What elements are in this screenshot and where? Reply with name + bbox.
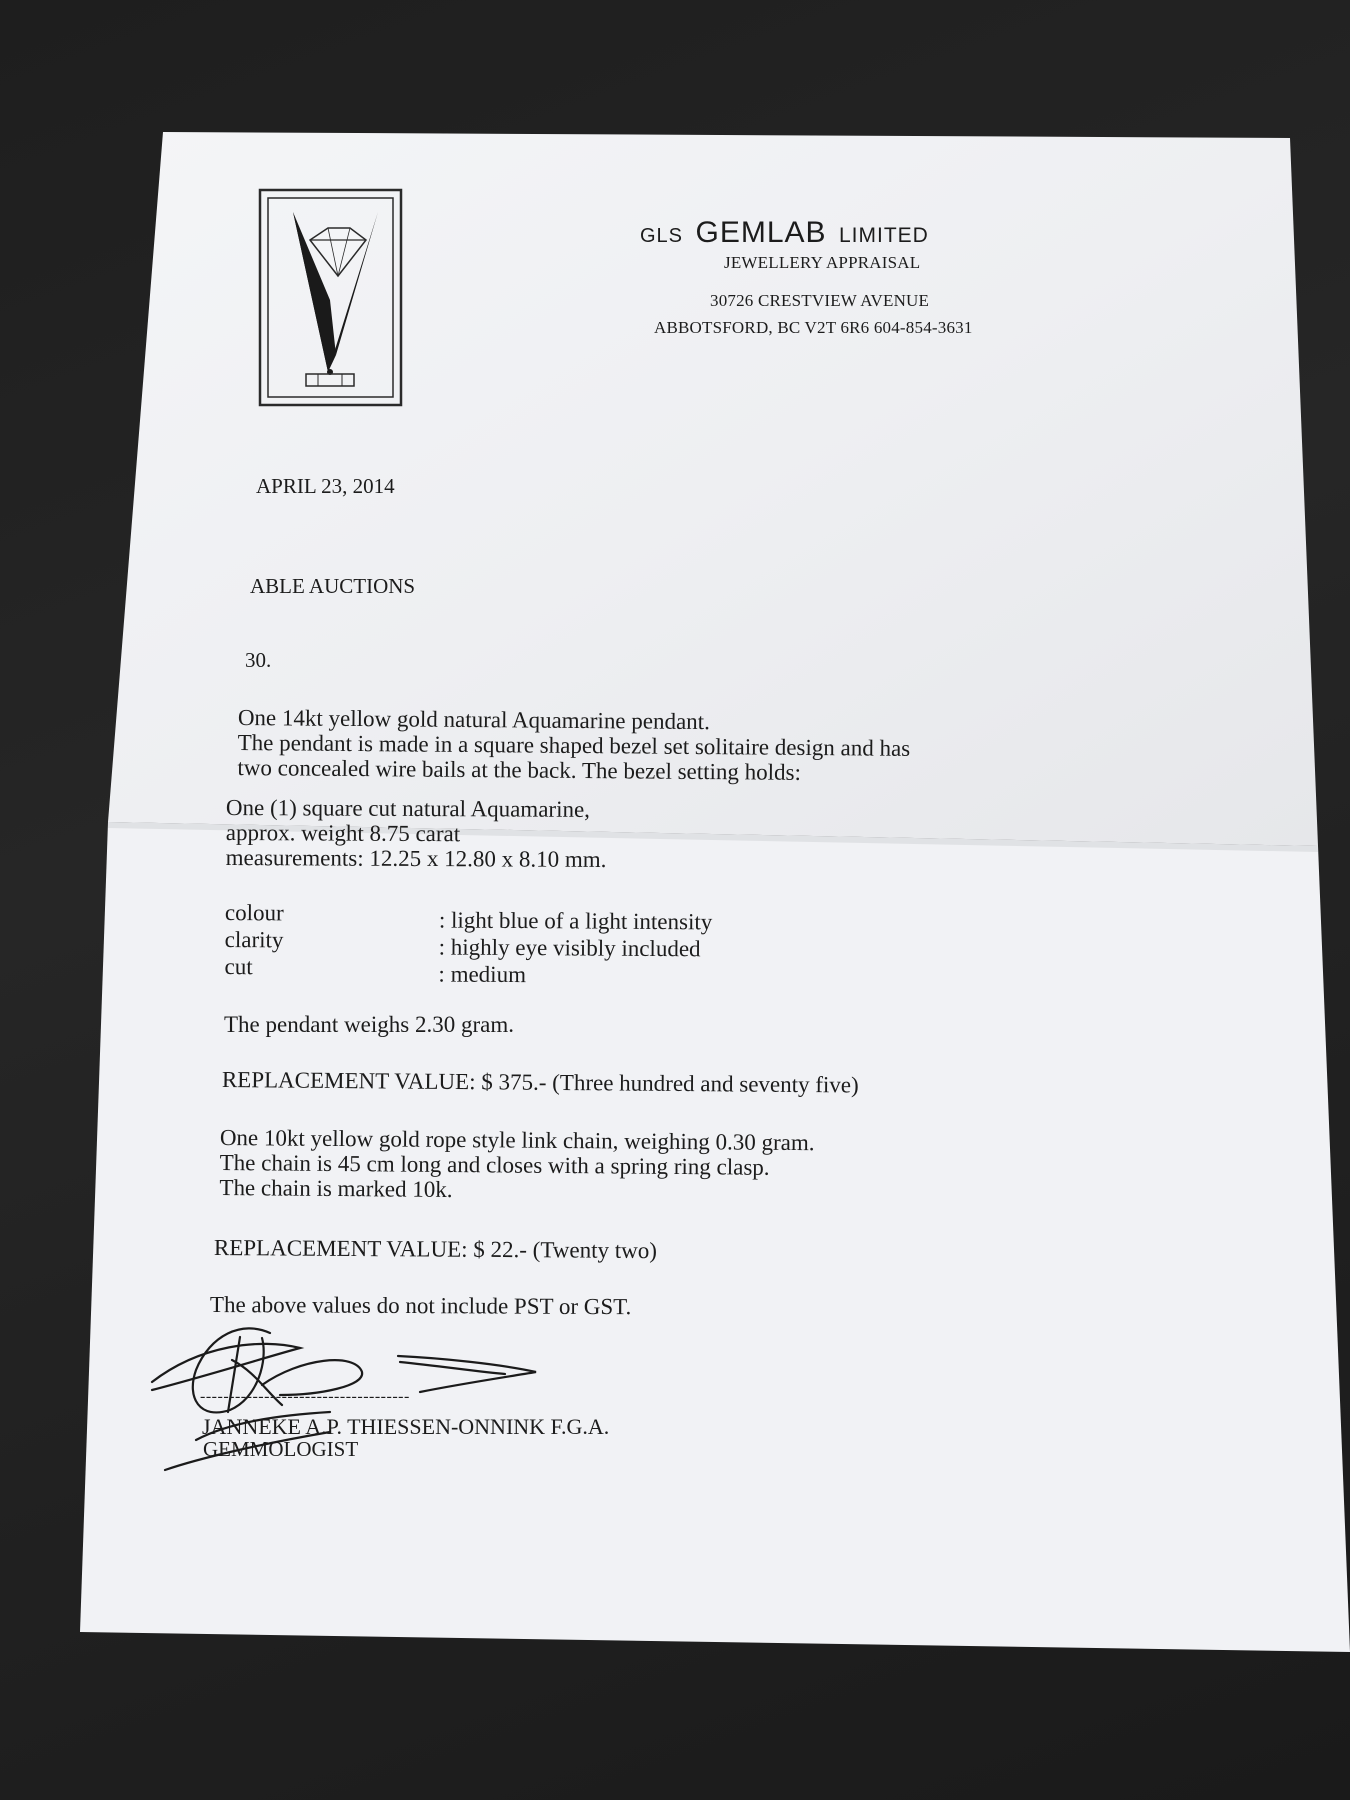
- signer-name: JANNEKE A.P. THIESSEN-ONNINK F.G.A.: [202, 1414, 610, 1439]
- grading-value: : highly eye visibly included: [438, 934, 701, 962]
- chain-description: [219, 1125, 814, 1205]
- grading-table: [224, 900, 825, 994]
- address-line-1: 30726 CRESTVIEW AVENUE: [710, 291, 930, 310]
- chain-line: One 10kt yellow gold rope style link chain, weighing 0.30 gram.: [219, 1125, 815, 1156]
- pendant-description: [237, 705, 910, 786]
- address-line-2: ABBOTSFORD, BC V2T 6R6 604-854-3631: [654, 318, 973, 337]
- grading-value: : light blue of a light intensity: [438, 907, 713, 935]
- pendant-line: two concealed wire bails at the back. The bezel setting holds:: [237, 754, 802, 785]
- grading-label: cut: [224, 953, 253, 980]
- chain-replacement-value: REPLACEMENT VALUE: $ 22.- (Twenty two): [213, 1235, 658, 1264]
- pendant-replacement-value: REPLACEMENT VALUE: $ 375.- (Three hundred and seventy five): [221, 1067, 859, 1098]
- stone-description: [226, 795, 607, 872]
- grading-value: : medium: [438, 961, 527, 988]
- stone-line: One (1) square cut natural Aquamarine,: [225, 795, 591, 822]
- service-line: JEWELLERY APPRAISAL: [724, 253, 921, 272]
- grading-label: colour: [224, 900, 284, 926]
- signature-line: ------------------------------------: [200, 1388, 410, 1405]
- company-prefix: GLS: [640, 225, 684, 247]
- pendant-weight: The pendant weighs 2.30 gram.: [224, 1012, 514, 1037]
- pendant-line: The pendant is made in a square shaped bezel set solitaire design and has: [237, 729, 911, 761]
- letter-date: APRIL 23, 2014: [256, 474, 395, 498]
- company-name: GEMLAB: [695, 216, 827, 249]
- chain-line: The chain is marked 10k.: [219, 1174, 453, 1203]
- company-suffix: LIMITED: [838, 224, 929, 247]
- stone-line: approx. weight 8.75 carat: [225, 819, 461, 847]
- chain-line: The chain is 45 cm long and closes with a spring ring clasp.: [219, 1149, 770, 1180]
- grading-label: clarity: [224, 926, 284, 953]
- pendant-line: One 14kt yellow gold natural Aquamarine pendant.: [237, 705, 711, 735]
- signer-title: GEMMOLOGIST: [203, 1437, 359, 1461]
- company-header: [640, 216, 929, 250]
- item-number: 30.: [245, 648, 272, 672]
- recipient: ABLE AUCTIONS: [250, 574, 416, 598]
- stone-line: measurements: 12.25 x 12.80 x 8.10 mm.: [225, 844, 607, 872]
- tax-note: The above values do not include PST or GST.: [209, 1292, 632, 1320]
